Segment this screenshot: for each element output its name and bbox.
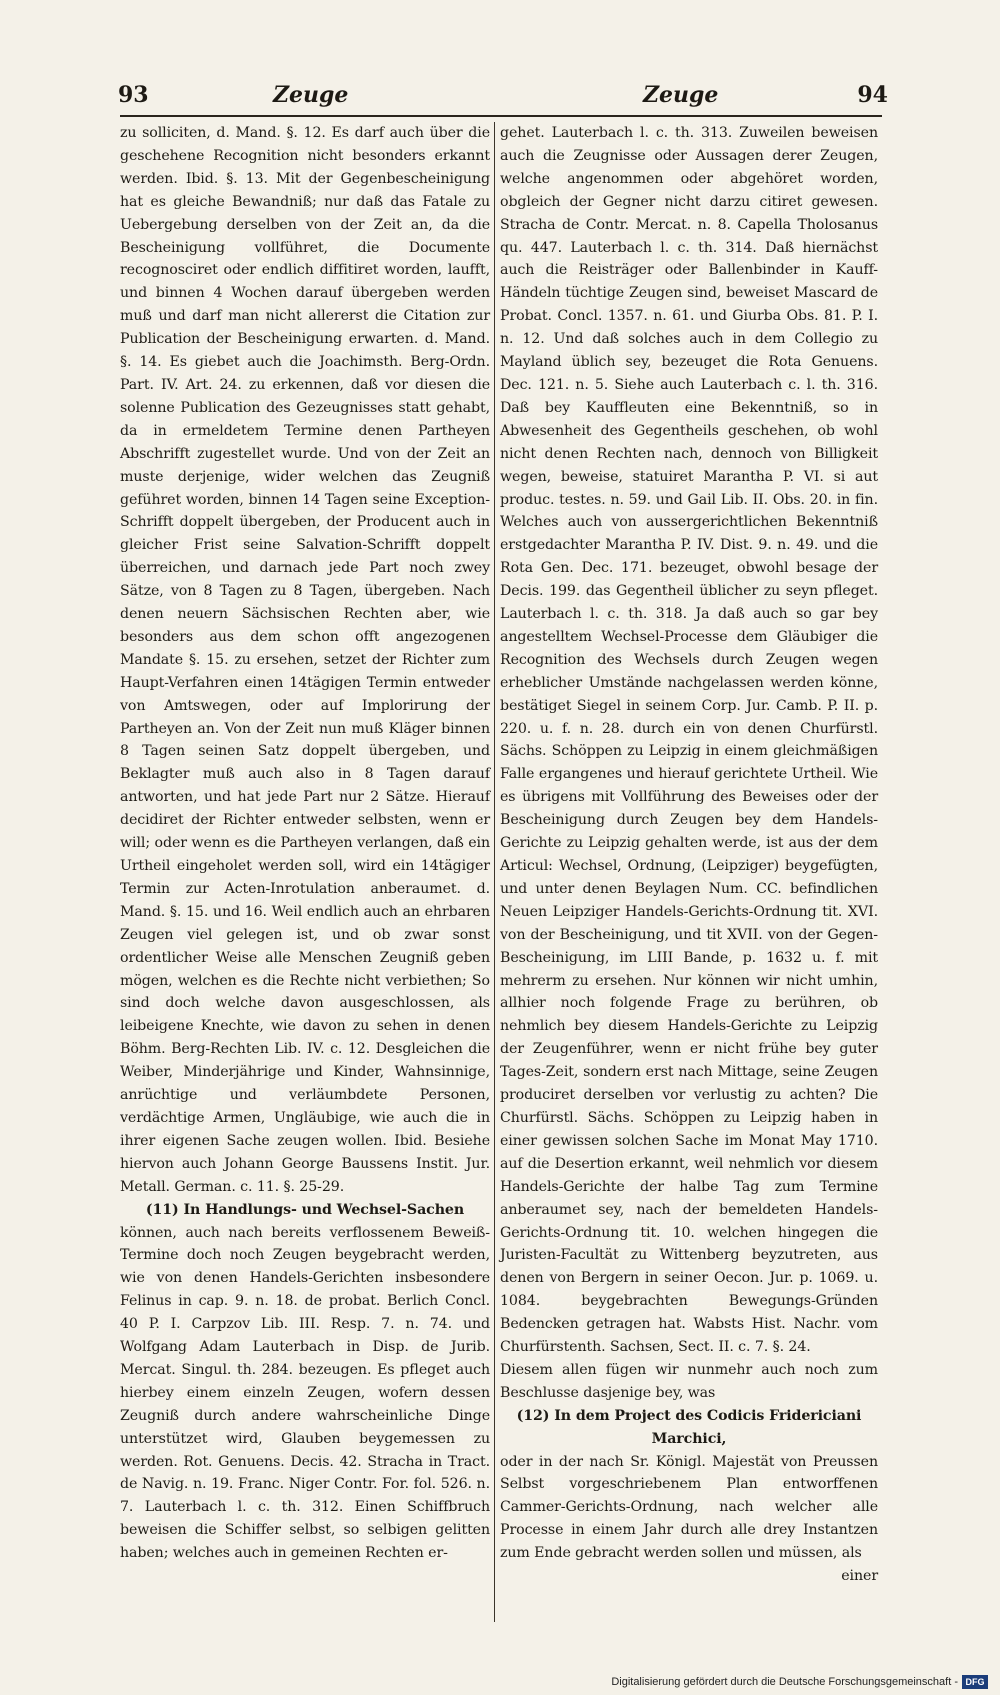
left-section-heading: (11) In Handlungs- und Wechsel-Sachen (145, 1201, 465, 1218)
left-column (120, 122, 490, 1565)
digitization-credit (611, 1675, 988, 1689)
left-paragraph-2: können, auch nach bereits verflossenem Beweiß-Termine doch noch Zeugen beygebracht werden, wie von denen Handels-Gerichten insbesondere Felinus in cap. 9. n. 18. de probat. Berlich Concl. 40 P. I. Carpzov Lib. III. Resp. 7. n. 74. und Wolfgang Adam Lauterbach in Disp. de Jurib. Mercat. Singul. th. 284. bezeugen. Es pfleget auch hierbey einem einzeln Zeugen, wofern dessen Zeugniß durch andere wahrscheinliche Dinge unterstützet wird, Glauben beygemessen zu werden. Rot. Genuens. Decis. 42. Stracha in Tract. de Navig. n. 19. Franc. Niger Contr. For. fol. 526. n. 7. Lauterbach l. c. th. 312. Einen Schiffbruch beweisen die Schiffer selbst, so selbigen gelitten haben; welches auch in gemeinen Rechten er- (120, 1224, 490, 1562)
header-rule (120, 115, 882, 117)
catchword: einer (841, 1568, 878, 1585)
right-paragraph-1: gehet. Lauterbach l. c. th. 313. Zuweilen beweisen auch die Zeugnisse oder Aussagen derer Zeugen, welche angenommen oder abgehöret worden, obgleich der Gegner nicht darzu citiret gewesen. Stracha de Contr. Mercat. n. 8. Capella Tholosanus qu. 447. Lauterbach l. c. th. 314. Daß hiernächst auch die Reisträger oder Ballenbinder in Kauff-Händeln tüchtige Zeugen sind, beweiset Mascard de Probat. Concl. 1357. n. 61. und Giurba Obs. 81. P. I. n. 12. Und daß solches auch in dem Collegio zu Mayland üblich sey, bezeuget die Rota Genuens. Dec. 121. n. 5. Siehe auch Lauterbach c. l. th. 316. Daß bey Kauffleuten eine Bekenntniß, so in Abwesenheit des Gegentheils geschehen, ob wohl nicht denen Rechten nach, dennoch von Billigkeit wegen, beweise, statuiret Marantha P. VI. si aut produc. testes. n. 59. und Gail Lib. II. Obs. 20. in fin. Welches auch von aussergerichtlichen Bekenntniß erstgedachter Marantha P. IV. Dist. 9. n. 49. und die Rota Gen. Dec. 171. bezeuget, obwohl besage der Decis. 199. das Gegentheil üblicher zu seyn pfleget. Lauterbach l. c. th. 318. Ja daß auch so gar bey angestelltem Wechsel-Processe dem Gläubiger die Recognition des Wechsels durch Zeugen wegen erheblicher Umstände nachgelassen werden könne, bestätiget Siegel in seinem Corp. Jur. Camb. P. II. p. 220. u. f. n. 28. durch ein von denen Churfürstl. Sächs. Schöppen zu Leipzig in einem gleichmäßigen Falle ergangenes und hierauf gerichtete Urtheil. Wie es übrigens mit Vollführung des Beweises oder der Bescheinigung durch Zeugen bey dem Handels-Gerichte zu Leipzig gehalten werde, ist aus der dem Articul: Wechsel, Ordnung, (Leipziger) beygefügten, und unter denen Beylagen Num. CC. befindlichen Neuen Leipziger Handels-Gerichts-Ordnung tit. XVI. von der Bescheinigung, und tit XVII. von der Gegen-Bescheinigung, im LIII Bande, p. 1632 u. f. mit mehrerm zu ersehen. Nur können wir nicht umhin, allhier noch folgende Frage zu berühren, ob nehmlich bey diesem Handels-Gerichte zu Leipzig der Zeugenführer, wenn er nicht frühe bey guter Tages-Zeit, sondern erst nach Mittage, seine Zeugen produciret derselben vor verlustig zu achten? Die Churfürstl. Sächs. Schöppen zu Leipzig haben in einer gewissen solchen Sache im Monat May 1710. auf die Desertion erkannt, weil nehmlich vor diesem Handels-Gerichte der halbe Tag zum Termine anberaumet sey, nach der bemeldeten Handels-Gerichts-Ordnung tit. 10. welchen hingegen die Juristen-Facultät zu Wittenberg beyzutreten, aus denen von Bergern in seiner Oecon. Jur. p. 1069. u. 1084. beygebrachten Bewegungs-Gründen Bedencken getragen hat. Wabsts Hist. Nachr. vom Churfürstenth. Sachsen, Sect. II. c. 7. §. 24. (500, 125, 878, 1356)
page-header (118, 82, 888, 118)
right-paragraph-3: oder in der nach Sr. Königl. Majestät von Preussen Selbst vorgeschriebenem Plan entworffenen Cammer-Gerichts-Ordnung, nach welcher alle Processe in einem Jahr durch alle drey Instantzen zum Ende gebracht werden sollen und müssen, als (500, 1453, 878, 1562)
page-number-left: 93 (118, 82, 149, 108)
dfg-logo-icon: DFG (962, 1675, 988, 1689)
credit-text: Digitalisierung gefördert durch die Deutsche Forschungsgemeinschaft - (611, 1676, 958, 1688)
running-headword-left: Zeuge (273, 82, 349, 108)
page-number-right: 94 (857, 82, 888, 108)
running-headword-right: Zeuge (643, 82, 719, 108)
right-paragraph-2: Diesem allen fügen wir nunmehr auch noch zum Beschlusse dasjenige bey, was (500, 1361, 878, 1401)
left-paragraph-1: zu solliciten, d. Mand. §. 12. Es darf auch über die geschehene Recognition nicht besonders erkannt werden. Ibid. §. 13. Mit der Gegenbescheinigung hat es gleiche Bewandniß; nur daß das Fatale zu Uebergebung derselben von der Zeit an, da die Bescheinigung vollführet, die Documente recognosciret oder endlich diffitiret worden, laufft, und binnen 4 Wochen darauf übergeben werden muß und darf man nicht allererst die Citation zur Publication der Bescheinigung erwarten. d. Mand. §. 14. Es giebet auch die Joachimsth. Berg-Ordn. Part. IV. Art. 24. zu erkennen, daß vor diesen die solenne Publication des Gezeugnisses statt gehabt, da in ermeldetem Termine denen Partheyen Abschrifft zugestellet wurde. Und von der Zeit an muste derjenige, wider welchen das Zeugniß geführet worden, binnen 14 Tagen seine Exception-Schrifft doppelt übergeben, der Producent auch in gleicher Frist seine Salvation-Schrifft doppelt überreichen, und darnach jede Part noch zwey Sätze, von 8 Tagen zu 8 Tagen, übergeben. Nach denen neuern Sächsischen Rechten aber, wie besonders aus dem schon offt angezogenen Mandate §. 15. zu ersehen, setzet der Richter zum Haupt-Verfahren einen 14tägigen Termin entweder von Amtswegen, oder auf Implorirung der Partheyen an. Von der Zeit nun muß Kläger binnen 8 Tagen seinen Satz doppelt übergeben, und Beklagter muß auch also in 8 Tagen darauf antworten, und hat jede Part nur 2 Sätze. Hierauf decidiret der Richter entweder selbsten, wenn er will; oder wenn es die Partheyen verlangen, daß ein Urtheil eingeholet werden soll, wird ein 14tägiger Termin zur Acten-Inrotulation anberaumet. d. Mand. §. 15. und 16. Weil endlich auch an ehrbaren Zeugen viel gelegen ist, und ob zwar sonst ordentlicher Weise alle Menschen Zeugniß geben mögen, welchen es die Rechte nicht verbiethen; So sind doch welche davon ausgeschlossen, als leibeigene Knechte, wie davon zu sehen in denen Böhm. Berg-Rechten Lib. IV. c. 12. Desgleichen die Weiber, Minderjährige und Kinder, Wahnsinnige, anrüchtige und verläumbdete Personen, verdächtige Armen, Ungläubige, wie auch die in ihrer eigenen Sache zeugen wollen. Ibid. Besiehe hiervon auch Johann George Baussens Instit. Jur. Metall. German. c. 11. §. 25-29. (120, 125, 490, 1195)
column-divider (494, 122, 495, 1622)
right-column (500, 122, 878, 1588)
right-section-heading: (12) In dem Project des Codicis Fridericiani Marchici, (516, 1407, 862, 1447)
